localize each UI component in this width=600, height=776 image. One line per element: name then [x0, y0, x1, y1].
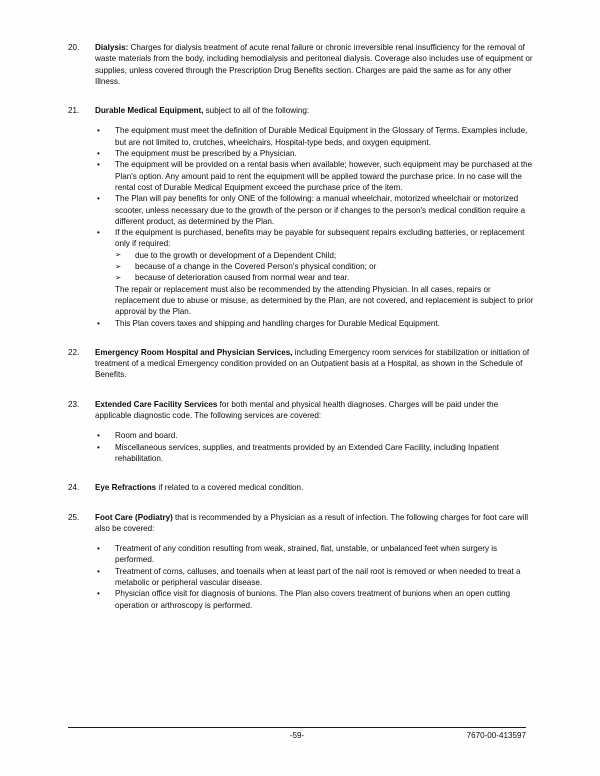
item-number: 25. [68, 512, 80, 522]
bullet-list [95, 125, 536, 328]
list-item [115, 261, 536, 272]
list-item [68, 347, 536, 381]
list-item [95, 566, 536, 589]
list-item [95, 318, 536, 329]
item-number: 20. [68, 43, 80, 52]
list-item [95, 125, 536, 148]
list-item [95, 430, 536, 441]
spacer [68, 338, 536, 347]
list-item [68, 512, 536, 611]
spacer [68, 96, 536, 105]
item-paragraph [95, 512, 536, 535]
item-title: Extended Care Facility Services [95, 399, 218, 409]
list-item [95, 588, 536, 611]
bullet-dot-icon: • [97, 544, 100, 554]
bullet-dot-icon: • [97, 149, 100, 159]
item-text: if related to a covered medical condition. [156, 483, 304, 493]
bullet-text: The equipment must be prescribed by a Physician. [115, 149, 297, 159]
spacer [68, 503, 536, 512]
bullet-dot-icon: • [97, 566, 100, 576]
list-item [68, 482, 536, 493]
list-item [115, 250, 536, 261]
bullet-dot-icon: • [97, 194, 100, 204]
bullet-dot-icon: • [97, 318, 100, 328]
list-item [95, 148, 536, 159]
bullet-dot-icon: • [97, 589, 100, 599]
list-item [95, 227, 536, 317]
item-number: 23. [68, 399, 80, 409]
item-paragraph [95, 105, 536, 116]
footer-row [68, 730, 526, 744]
arrow-bullet-icon: ➢ [115, 261, 122, 271]
list-item [95, 543, 536, 566]
bullet-dot-icon: • [97, 160, 100, 170]
bullet-text: The equipment must meet the definition of Durable Medical Equipment in the Glossary of Terms. Examples include, but are not limited to, crutches, wheelchairs, Hospital-type beds, and oxygen equipment. [115, 126, 528, 147]
bullet-text: Room and board. [115, 431, 178, 441]
bullet-text: The Plan will pay benefits for only ONE of the following: a manual wheelchair, motorized wheelchair or motorized scooter, unless necessary due to the growth of the person or if changes to the person's medical condition require a different product, as determined by the Plan. [115, 194, 526, 226]
bullet-text: This Plan covers taxes and shipping and handling charges for Durable Medical Equipment. [115, 318, 440, 328]
sub-bullet-text: because of deterioration caused from normal wear and tear. [135, 273, 350, 283]
page-number: -59- [289, 731, 305, 740]
list-item [95, 193, 536, 227]
item-paragraph [95, 347, 536, 381]
item-title: Durable Medical Equipment, [95, 106, 204, 116]
sub-bullet-list [115, 250, 536, 284]
arrow-bullet-icon: ➢ [115, 273, 122, 283]
bullet-dot-icon: • [97, 126, 100, 136]
list-item [95, 442, 536, 465]
item-text: Charges for dialysis treatment of acute renal failure or chronic irreversible renal insufficiency for the removal of waste materials from the body, including hemodialysis and peritoneal dialysis. Coverage also includes use of equipment or supplies, unless covered through the Prescription Drug Benefits section. Charges are paid the same as for any other Illness. [95, 43, 533, 86]
bullet-dot-icon: • [97, 442, 100, 452]
bullet-text: Treatment of corns, calluses, and toenails when at least part of the nail root is removed or when needed to treat a metabolic or peripheral vascular disease. [115, 566, 521, 587]
sub-bullet-text: due to the growth or development of a Dependent Child; [135, 250, 337, 260]
item-number: 21. [68, 106, 80, 116]
document-number: 7670-00-413597 [466, 731, 526, 740]
item-title: Dialysis: [95, 43, 129, 52]
list-item [68, 42, 536, 87]
list-item [68, 399, 536, 464]
bullet-list [95, 543, 536, 611]
item-paragraph [95, 399, 536, 422]
bullet-dot-icon: • [97, 431, 100, 441]
spacer [68, 390, 536, 399]
list-item [115, 272, 536, 283]
list-item [95, 159, 536, 193]
item-text: that is recommended by a Physician as a result of infection. The following charges for foot care will also be covered: [95, 512, 529, 533]
bullet-text: If the equipment is purchased, benefits may be payable for subsequent repairs excluding batteries, or replacement only if required: [115, 228, 525, 249]
item-title: Eye Refractions [95, 483, 157, 493]
item-paragraph [95, 482, 536, 493]
sub-bullet-text: because of a change in the Covered Person's physical condition; or [135, 262, 377, 272]
bullet-dot-icon: • [97, 228, 100, 238]
bullet-text: Physician office visit for diagnosis of bunions. The Plan also covers treatment of bunions when an open cutting operation or arthroscopy is performed. [115, 589, 511, 610]
item-number: 22. [68, 347, 80, 357]
list-item [68, 105, 536, 329]
item-title: Foot Care (Podiatry) [95, 512, 173, 522]
bullet-text: Treatment of any condition resulting from weak, strained, flat, unstable, or unbalanced feet when surgery is performed. [115, 544, 498, 565]
item-text: subject to all of the following: [203, 106, 310, 116]
footer-divider [68, 727, 526, 728]
item-text: including Emergency room services for stabilization or initiation of treatment of a medical Emergency condition provided on an Outpatient basis at a Hospital, as shown in the Schedule of Benefits. [95, 347, 530, 380]
spacer [68, 473, 536, 482]
sub-note-text: The repair or replacement must also be recommended by the attending Physician. In all cases, repairs or replacement due to abuse or misuse, as determined by the Plan, are not covered, and replacement is subject to prior approval by the Plan. [115, 284, 534, 317]
bullet-list [95, 430, 536, 464]
bullet-text: The equipment will be provided on a rental basis when available; however, such equipment may be purchased at the Plan's option. Any amount paid to rent the equipment will be applied toward the purchase price. In no case will the rental cost of Durable Medical Equipment exceed the purchase price of the item. [115, 160, 533, 192]
item-paragraph [95, 42, 536, 87]
page-footer [68, 727, 526, 744]
arrow-bullet-icon: ➢ [115, 250, 122, 260]
document-body [68, 42, 536, 620]
item-text: for both mental and physical health diagnoses. Charges will be paid under the applicable diagnostic code. The following services are covered: [95, 399, 499, 421]
item-title: Emergency Room Hospital and Physician Services, [95, 347, 293, 357]
bullet-text: Miscellaneous services, supplies, and treatments provided by an Extended Care Facility, including Inpatient rehabilitation. [115, 442, 500, 463]
item-number: 24. [68, 483, 80, 493]
